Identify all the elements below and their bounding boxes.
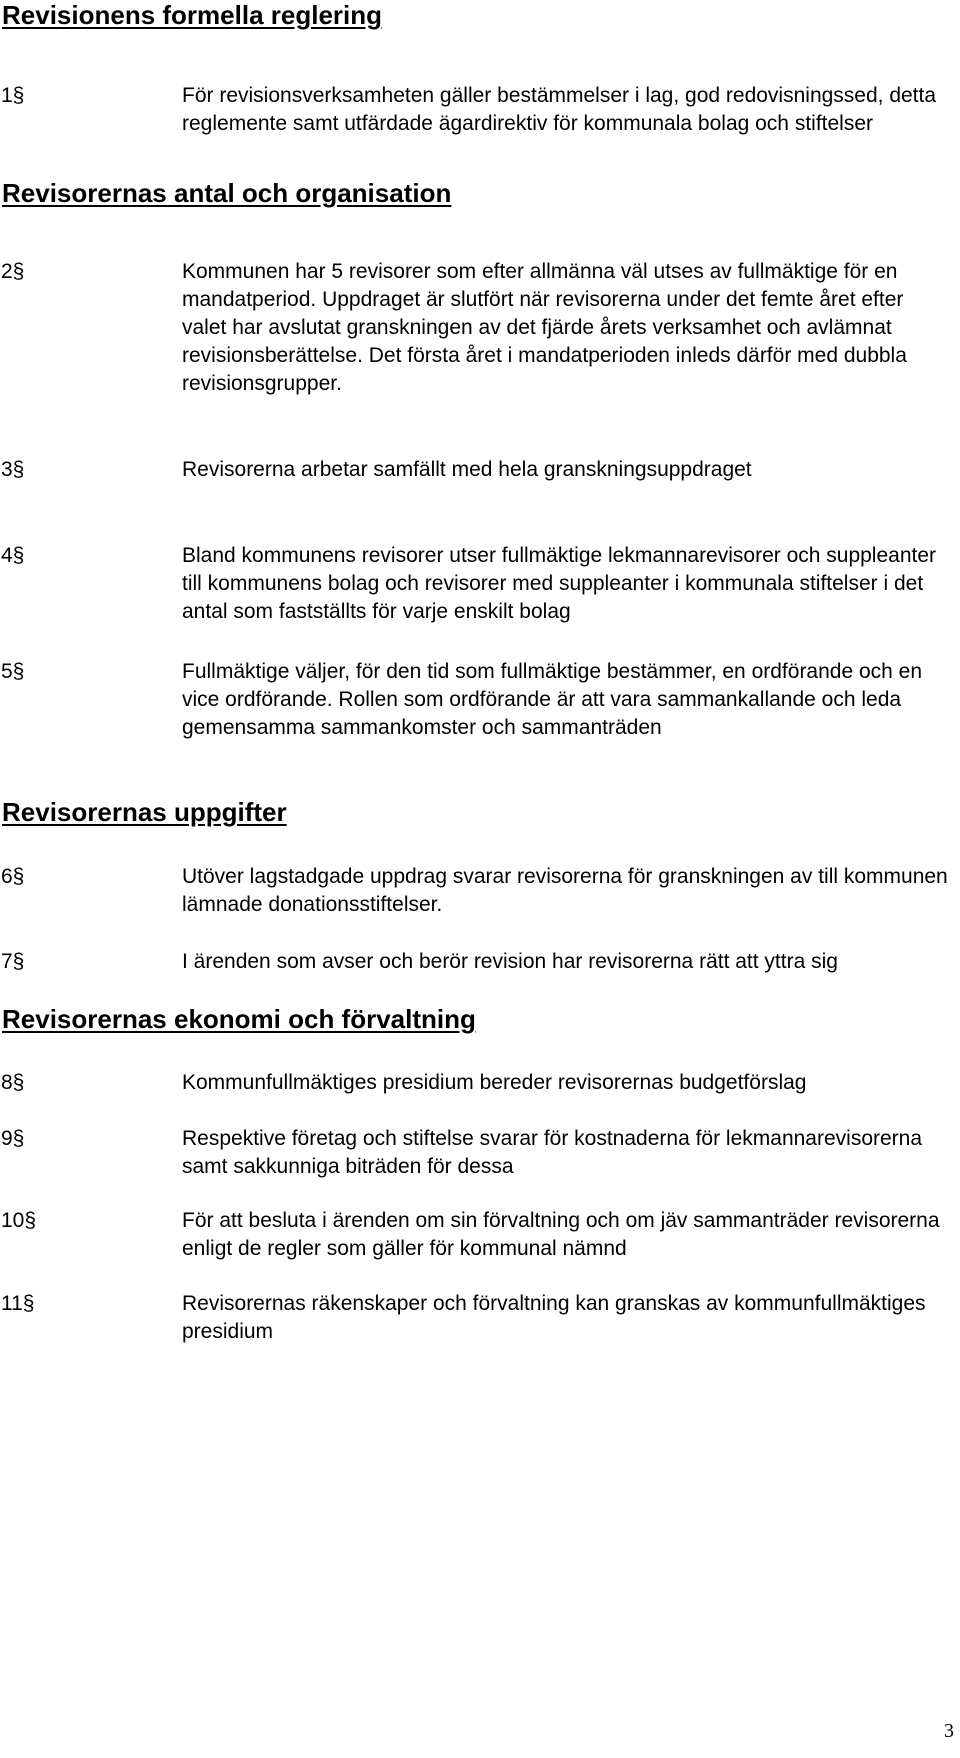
paragraph-text: Fullmäktige väljer, för den tid som fullmäktige bestämmer, en ordförande och en vice ordförande. Rollen som ordförande är att vara sammankallande och leda gemensamma sammankomster och sammanträden — [182, 660, 923, 739]
paragraph-text: Kommunfullmäktiges presidium bereder revisorernas budgetförslag — [182, 1071, 807, 1094]
heading-formal-regulation: Revisionens formella reglering — [2, 0, 383, 30]
paragraph-text: Revisorerna arbetar samfällt med hela granskningsuppdraget — [182, 458, 752, 481]
paragraph-number: 11§ — [1, 1292, 35, 1315]
heading-organisation: Revisorernas antal och organisation — [2, 178, 452, 208]
page-number: 3 — [944, 1720, 954, 1742]
paragraph-number: 1§ — [1, 84, 25, 107]
paragraph-text: Revisorernas räkenskaper och förvaltning kan granskas av kommunfullmäktiges presidium — [182, 1292, 926, 1343]
paragraph-number: 10§ — [1, 1209, 37, 1232]
paragraph-number: 8§ — [1, 1071, 25, 1094]
paragraph-number: 6§ — [1, 865, 25, 888]
paragraph-number: 4§ — [1, 544, 25, 567]
paragraph-text: Bland kommunens revisorer utser fullmäktige lekmannarevisorer och suppleanter till kommunens bolag och revisorer med suppleanter i kommunala stiftelser i det antal som fastställts för varje enskilt bolag — [182, 544, 937, 623]
paragraph-number: 7§ — [1, 950, 25, 973]
paragraph-text: Kommunen har 5 revisorer som efter allmänna väl utses av fullmäktige för en mandatperiod. Uppdraget är slutfört när revisorerna under det femte året efter valet har avslutat granskningen av det fjärde årets verksamhet och avlämnat revisionsberättelse. Det första året i mandatperioden inleds därför med dubbla revisionsgrupper. — [182, 260, 907, 395]
paragraph-text: För att besluta i ärenden om sin förvaltning och om jäv sammanträder revisorerna enligt de regler som gäller för kommunal nämnd — [182, 1209, 940, 1260]
heading-tasks: Revisorernas uppgifter — [2, 797, 287, 827]
paragraph-text: Utöver lagstadgade uppdrag svarar revisorerna för granskningen av till kommunen lämnade donationsstiftelser. — [182, 865, 948, 916]
heading-economy: Revisorernas ekonomi och förvaltning — [2, 1004, 476, 1034]
paragraph-text: I ärenden som avser och berör revision har revisorerna rätt att yttra sig — [182, 950, 838, 973]
paragraph-text: För revisionsverksamheten gäller bestämmelser i lag, god redovisningssed, detta reglemente samt utfärdade ägardirektiv för kommunala bolag och stiftelser — [182, 84, 937, 135]
paragraph-number: 3§ — [1, 458, 25, 481]
paragraph-number: 2§ — [1, 260, 25, 283]
paragraph-number: 5§ — [1, 660, 25, 683]
paragraph-text: Respektive företag och stiftelse svarar för kostnaderna för lekmannarevisorerna samt sakkunniga biträden för dessa — [182, 1127, 923, 1178]
paragraph-number: 9§ — [1, 1127, 25, 1150]
